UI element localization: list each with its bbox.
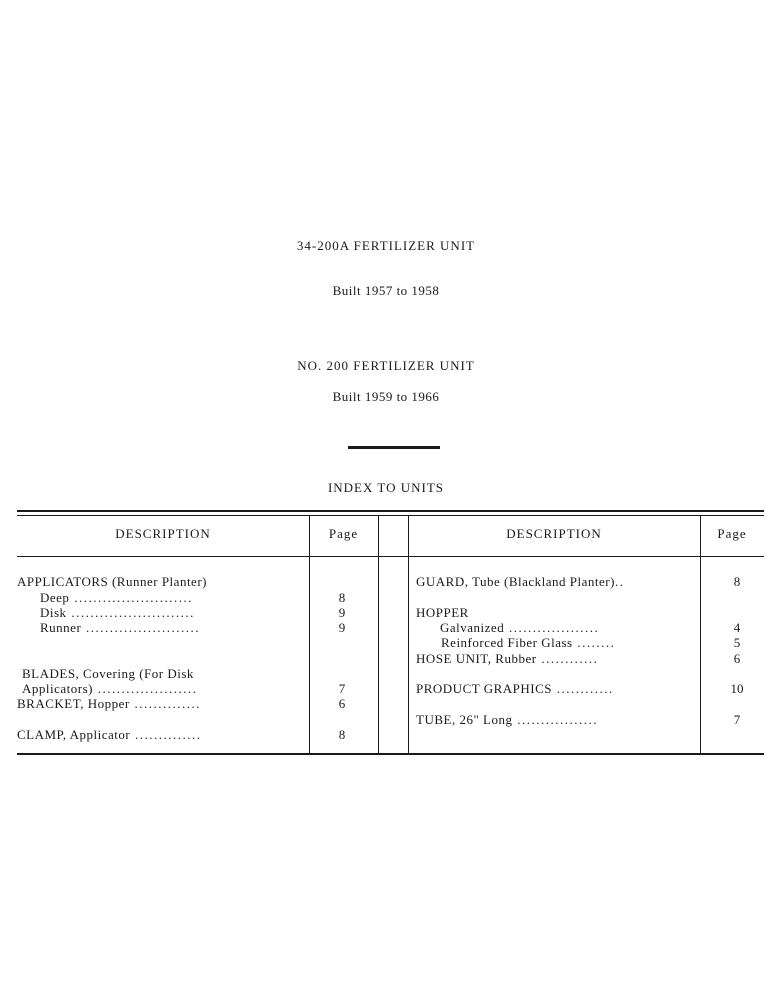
table-bottom-rule <box>17 753 764 755</box>
column-divider <box>408 515 409 754</box>
index-entry: BRACKET, Hopper .............. <box>17 696 201 711</box>
index-entry: TUBE, 26" Long ................. <box>416 712 598 727</box>
unit-title-1: 34-200A FERTILIZER UNIT <box>296 238 476 253</box>
index-entry: BLADES, Covering (For Disk <box>22 666 194 681</box>
divider-rule <box>348 446 440 449</box>
page-number: 5 <box>733 635 741 650</box>
index-entry: CLAMP, Applicator .............. <box>17 727 202 742</box>
table-top-rule <box>17 510 764 512</box>
column-divider <box>700 515 701 754</box>
page-number: 7 <box>733 712 741 727</box>
column-divider <box>309 515 310 754</box>
header-description-left: DESCRIPTION <box>115 526 211 541</box>
index-entry: Applicators) ..................... <box>22 681 198 696</box>
index-entry: HOPPER <box>416 605 469 620</box>
index-entry: GUARD, Tube (Blackland Planter).. <box>416 574 625 589</box>
index-entry: Reinforced Fiber Glass ........ <box>441 635 616 650</box>
header-page-left: Page <box>328 526 359 541</box>
page-number: 9 <box>338 605 346 620</box>
table-top-rule-inner <box>17 515 764 516</box>
column-divider <box>378 515 379 754</box>
index-title: INDEX TO UNITS <box>327 480 445 495</box>
page-number: 10 <box>730 681 744 696</box>
built-years-2: Built 1959 to 1966 <box>332 389 440 404</box>
table-header-rule <box>17 556 764 557</box>
built-years-1: Built 1957 to 1958 <box>332 283 440 298</box>
page-number: 9 <box>338 620 346 635</box>
header-page-right: Page <box>717 526 747 541</box>
index-entry: PRODUCT GRAPHICS ............ <box>416 681 614 696</box>
page-number: 6 <box>733 651 741 666</box>
index-entry: Runner ........................ <box>40 620 201 635</box>
index-entry: Galvanized ................... <box>440 620 600 635</box>
index-entry: Disk .......................... <box>40 605 195 620</box>
index-entry: APPLICATORS (Runner Planter) <box>17 574 207 589</box>
page-number: 4 <box>733 620 741 635</box>
index-entry: HOSE UNIT, Rubber ............ <box>416 651 599 666</box>
header-description-right: DESCRIPTION <box>506 526 602 541</box>
page-number: 8 <box>733 574 741 589</box>
page-number: 8 <box>338 727 346 742</box>
page-number: 7 <box>338 681 346 696</box>
page-number: 8 <box>338 590 346 605</box>
page-number: 6 <box>338 696 346 711</box>
index-entry: Deep ......................... <box>40 590 193 605</box>
unit-title-2: NO. 200 FERTILIZER UNIT <box>297 358 475 373</box>
